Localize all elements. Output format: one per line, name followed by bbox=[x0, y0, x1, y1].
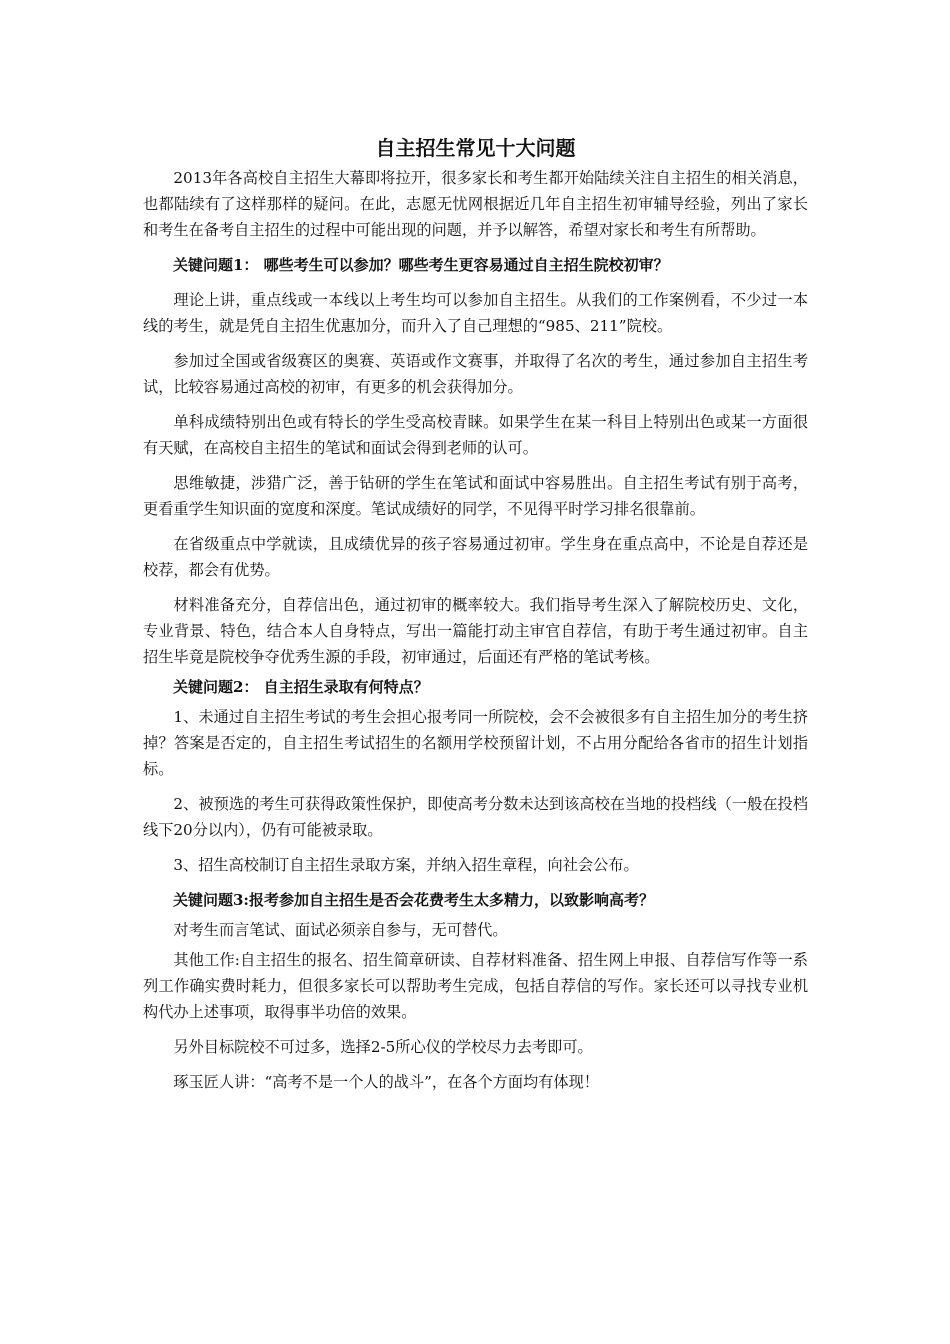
document-page bbox=[143, 133, 808, 1104]
question-3-paragraph-1: 对考生而言笔试、面试必须亲自参与，无可替代。 bbox=[173, 921, 508, 939]
question-3-paragraph-2: 其他工作:自主招生的报名、招生简章研读、自荐材料准备、招生网上申报、自荐信写作等一系列工作确实费时耗力，但很多家长可以帮助考生完成，包括自荐信的写作。家长还可以寻找专业机构代办上述事项，取得事半功倍的效果。 bbox=[143, 951, 808, 1021]
question-3-paragraph-3: 另外目标院校不可过多，选择2-5所心仪的学校尽力去考即可。 bbox=[173, 1038, 593, 1056]
question-2-paragraph-2: 2、被预选的考生可获得政策性保护，即使高考分数未达到该高校在当地的投档线（一般在投档线下20分以内），仍有可能被录取。 bbox=[143, 795, 808, 839]
document-title: 自主招生常见十大问题 bbox=[375, 136, 576, 160]
question-2-heading: 关键问题2： 自主招生录取有何特点？ bbox=[173, 678, 429, 696]
question-3-paragraph-4: 琢玉匠人讲：“高考不是一个人的战斗”，在各个方面均有体现！ bbox=[173, 1073, 599, 1091]
question-2-paragraph-3: 3、招生高校制订自主招生录取方案，并纳入招生章程，向社会公布。 bbox=[173, 856, 639, 874]
question-1-paragraph-2: 参加过全国或省级赛区的奥赛、英语或作文赛事，并取得了名次的考生，通过参加自主招生考试，比较容易通过高校的初审，有更多的机会获得加分。 bbox=[143, 352, 808, 396]
question-1-paragraph-3: 单科成绩特别出色或有特长的学生受高校青睐。如果学生在某一科目上特别出色或某一方面很有天赋，在高校自主招生的笔试和面试会得到老师的认可。 bbox=[143, 413, 808, 457]
intro-paragraph: 2013年各高校自主招生大幕即将拉开，很多家长和考生都开始陆续关注自主招生的相关消息，也都陆续有了这样那样的疑问。在此，志愿无忧网根据近几年自主招生初审辅导经验，列出了家长和考生在备考自主招生的过程中可能出现的问题，并予以解答，希望对家长和考生有所帮助。 bbox=[143, 169, 808, 239]
question-1-heading: 关键问题1： 哪些考生可以参加？哪些考生更容易通过自主招生院校初审？ bbox=[173, 256, 669, 274]
question-1-paragraph-6: 材料准备充分，自荐信出色，通过初审的概率较大。我们指导考生深入了解院校历史、文化，专业背景、特色，结合本人自身特点，写出一篇能打动主审官自荐信，有助于考生通过初审。自主招生毕竟是院校争夺优秀生源的手段，初审通过，后面还有严格的笔试考核。 bbox=[143, 596, 808, 666]
question-3-heading: 关键问题3:报考参加自主招生是否会花费考生太多精力，以致影响高考？ bbox=[173, 891, 654, 909]
question-1-paragraph-5: 在省级重点中学就读，且成绩优异的孩子容易通过初审。学生身在重点高中，不论是自荐还是校荐，都会有优势。 bbox=[143, 535, 808, 579]
question-1-paragraph-1: 理论上讲，重点线或一本线以上考生均可以参加自主招生。从我们的工作案例看，不少过一本线的考生，就是凭自主招生优惠加分，而升入了自己理想的“985、211”院校。 bbox=[143, 291, 808, 335]
question-1-paragraph-4: 思维敏捷，涉猎广泛，善于钻研的学生在笔试和面试中容易胜出。自主招生考试有别于高考，更看重学生知识面的宽度和深度。笔试成绩好的同学，不见得平时学习排名很靠前。 bbox=[143, 474, 808, 518]
question-2-paragraph-1: 1、未通过自主招生考试的考生会担心报考同一所院校，会不会被很多有自主招生加分的考生挤掉？答案是否定的，自主招生考试招生的名额用学校预留计划，不占用分配给各省市的招生计划指标。 bbox=[143, 708, 808, 778]
